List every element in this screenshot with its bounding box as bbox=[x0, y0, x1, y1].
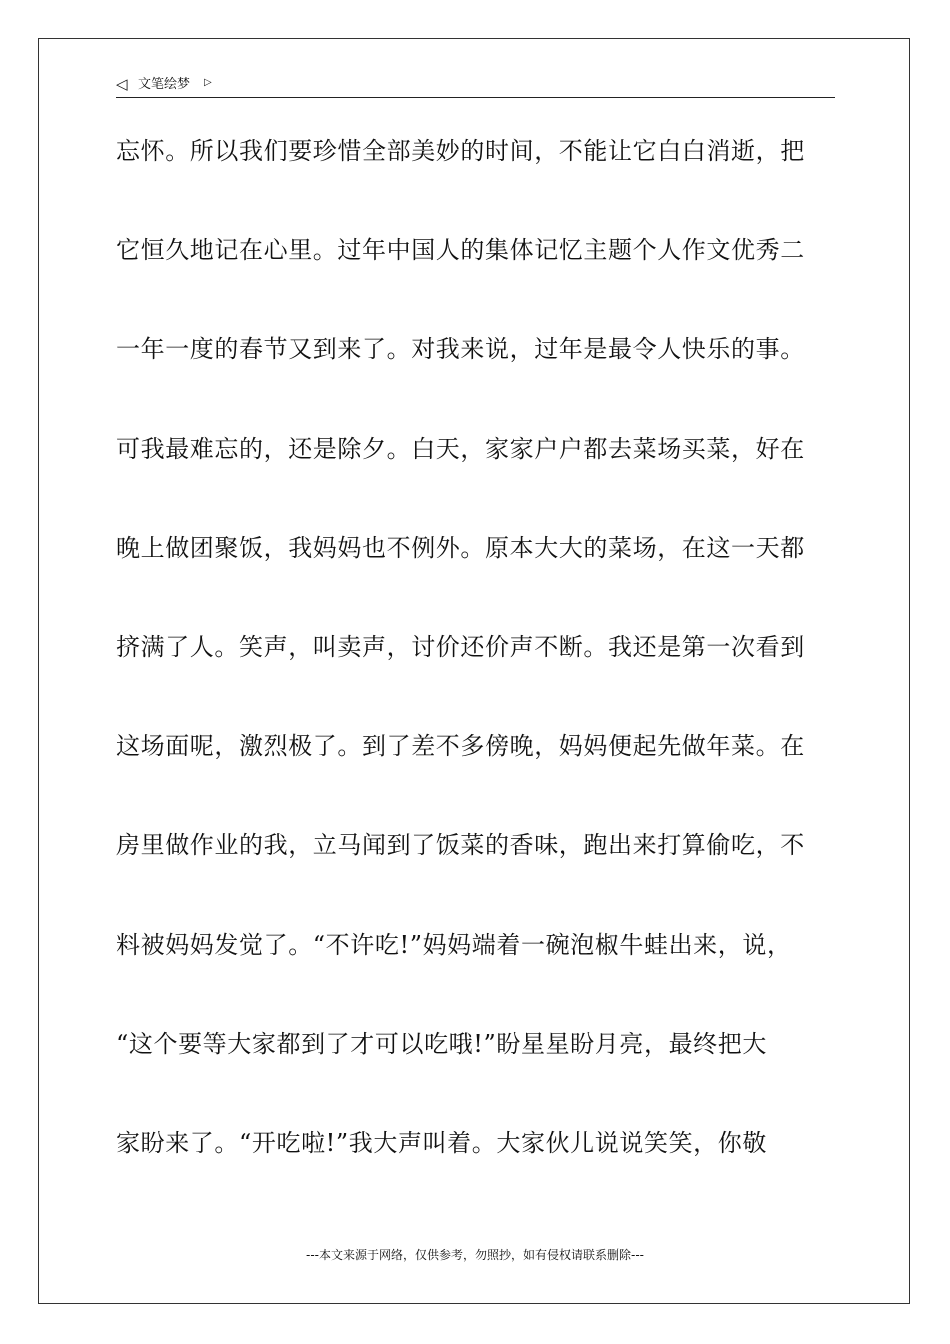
right-triangle-icon: ▷ bbox=[204, 77, 212, 88]
text-line: 这场面呢，激烈极了。到了差不多傍晚，妈妈便起先做年菜。在 bbox=[116, 732, 805, 761]
text-line: 它恒久地记在心里。过年中国人的集体记忆主题个人作文优秀二 bbox=[116, 236, 805, 265]
text-line: 家盼来了。“开吃啦!”我大声叫着。大家伙儿说说笑笑，你敬 bbox=[116, 1128, 767, 1157]
left-triangle-icon: ◁ bbox=[116, 75, 128, 93]
text-line: 房里做作业的我，立马闻到了饭菜的香味，跑出来打算偷吃，不 bbox=[116, 831, 805, 860]
page-header bbox=[116, 74, 835, 98]
text-line: “这个要等大家都到了才可以吃哦!”盼星星盼月亮，最终把大 bbox=[116, 1029, 767, 1058]
text-line: 可我最难忘的，还是除夕。白天，家家户户都去菜场买菜，好在 bbox=[116, 434, 805, 463]
body-text bbox=[116, 126, 856, 1217]
text-line: 忘怀。所以我们要珍惜全部美妙的时间，不能让它白白消逝，把 bbox=[116, 137, 805, 165]
footer-disclaimer: ---本文来源于网络，仅供参考，勿照抄，如有侵权请联系删除--- bbox=[306, 1248, 644, 1262]
text-line: 晚上做团聚饭，我妈妈也不例外。原本大大的菜场，在这一天都 bbox=[116, 533, 805, 562]
text-line: 一年一度的春节又到来了。对我来说，过年是最令人快乐的事。 bbox=[116, 335, 805, 364]
text-line: 料被妈妈发觉了。“不许吃!”妈妈端着一碗泡椒牛蛙出来，说， bbox=[116, 930, 792, 959]
text-line: 挤满了人。笑声，叫卖声，讨价还价声不断。我还是第一次看到 bbox=[116, 632, 805, 661]
header-title: 文笔绘梦 bbox=[138, 77, 191, 92]
